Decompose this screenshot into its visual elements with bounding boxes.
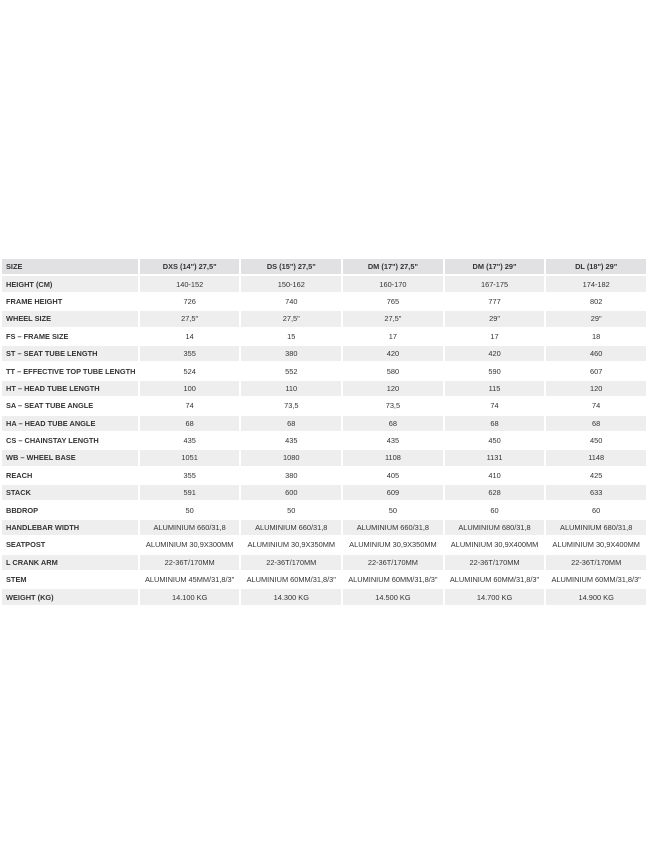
table-cell: 22-36T/170MM	[445, 554, 545, 571]
table-cell: 174-182	[546, 275, 646, 292]
table-cell: 1108	[343, 449, 443, 466]
row-label: HA – HEAD TUBE ANGLE	[2, 415, 138, 432]
table-cell: 765	[343, 293, 443, 310]
table-cell: 74	[445, 397, 545, 414]
table-cell: 73,5	[343, 397, 443, 414]
table-cell: 68	[343, 415, 443, 432]
table-cell: 380	[241, 467, 341, 484]
header-dxs-27-5: DXS (14") 27,5"	[140, 258, 240, 275]
table-cell: 17	[343, 328, 443, 345]
table-cell: 420	[343, 345, 443, 362]
table-cell: 777	[445, 293, 545, 310]
table-cell: 802	[546, 293, 646, 310]
table-cell: 100	[140, 380, 240, 397]
row-label: HT – HEAD TUBE LENGTH	[2, 380, 138, 397]
table-cell: 50	[343, 501, 443, 518]
table-cell: 1051	[140, 449, 240, 466]
table-cell: 607	[546, 362, 646, 379]
header-dm-27-5: DM (17") 27,5"	[343, 258, 443, 275]
table-cell: ALUMINIUM 60MM/31,8/3"	[445, 571, 545, 588]
table-cell: 524	[140, 362, 240, 379]
header-ds-27-5: DS (15") 27,5"	[241, 258, 341, 275]
table-cell: 60	[546, 501, 646, 518]
table-cell: 380	[241, 345, 341, 362]
table-cell: 405	[343, 467, 443, 484]
table-cell: 435	[343, 432, 443, 449]
table-cell: ALUMINIUM 60MM/31,8/3"	[546, 571, 646, 588]
table-cell: 150-162	[241, 275, 341, 292]
table-cell: 27,5"	[140, 310, 240, 327]
table-row	[2, 536, 646, 553]
table-cell: 435	[241, 432, 341, 449]
table-row	[2, 293, 646, 310]
table-cell: 425	[546, 467, 646, 484]
table-cell: 110	[241, 380, 341, 397]
row-label: HEIGHT (CM)	[2, 275, 138, 292]
table-cell: 726	[140, 293, 240, 310]
row-label: WB – WHEEL BASE	[2, 449, 138, 466]
table-cell: 50	[241, 501, 341, 518]
table-cell: ALUMINIUM 30,9X350MM	[343, 536, 443, 553]
table-cell: 22-36T/170MM	[140, 554, 240, 571]
table-cell: ALUMINIUM 30,9X300MM	[140, 536, 240, 553]
table-cell: ALUMINIUM 30,9X400MM	[445, 536, 545, 553]
header-dm-29: DM (17") 29"	[445, 258, 545, 275]
row-label: BBDROP	[2, 501, 138, 518]
row-label: SA – SEAT TUBE ANGLE	[2, 397, 138, 414]
table-cell: 355	[140, 345, 240, 362]
table-cell: 552	[241, 362, 341, 379]
row-label: FRAME HEIGHT	[2, 293, 138, 310]
table-cell: ALUMINIUM 30,9X350MM	[241, 536, 341, 553]
table-cell: 68	[546, 415, 646, 432]
table-row	[2, 588, 646, 605]
table-cell: 14	[140, 328, 240, 345]
table-row	[2, 501, 646, 518]
table-cell: 68	[445, 415, 545, 432]
table-cell: 600	[241, 484, 341, 501]
table-cell: 1131	[445, 449, 545, 466]
table-row	[2, 362, 646, 379]
table-cell: 22-36T/170MM	[241, 554, 341, 571]
table-row	[2, 328, 646, 345]
table-header-row	[2, 258, 646, 275]
row-label: WHEEL SIZE	[2, 310, 138, 327]
table-cell: 591	[140, 484, 240, 501]
table-row	[2, 415, 646, 432]
table-row	[2, 571, 646, 588]
table-cell: 740	[241, 293, 341, 310]
table-cell: 27,5"	[343, 310, 443, 327]
table-cell: 460	[546, 345, 646, 362]
table-cell: 74	[546, 397, 646, 414]
row-label: WEIGHT (KG)	[2, 588, 138, 605]
table-body	[2, 275, 646, 605]
table-cell: 50	[140, 501, 240, 518]
table-cell: ALUMINIUM 45MM/31,8/3"	[140, 571, 240, 588]
table-cell: 18	[546, 328, 646, 345]
table-cell: 633	[546, 484, 646, 501]
table-cell: 14.700 KG	[445, 588, 545, 605]
table-cell: 167-175	[445, 275, 545, 292]
row-label: CS – CHAINSTAY LENGTH	[2, 432, 138, 449]
row-label: FS – FRAME SIZE	[2, 328, 138, 345]
table-cell: ALUMINIUM 660/31,8	[241, 519, 341, 536]
table-cell: 450	[445, 432, 545, 449]
table-cell: 580	[343, 362, 443, 379]
table-row	[2, 519, 646, 536]
table-row	[2, 380, 646, 397]
table-cell: 1080	[241, 449, 341, 466]
table-cell: 120	[546, 380, 646, 397]
table-cell: 74	[140, 397, 240, 414]
table-cell: 628	[445, 484, 545, 501]
table-cell: 120	[343, 380, 443, 397]
row-label: STACK	[2, 484, 138, 501]
table-row	[2, 484, 646, 501]
row-label: L CRANK ARM	[2, 554, 138, 571]
table-row	[2, 467, 646, 484]
table-cell: 590	[445, 362, 545, 379]
table-cell: 450	[546, 432, 646, 449]
table-cell: ALUMINIUM 680/31,8	[445, 519, 545, 536]
table-row	[2, 554, 646, 571]
table-cell: 435	[140, 432, 240, 449]
table-cell: ALUMINIUM 660/31,8	[343, 519, 443, 536]
table-cell: 14.500 KG	[343, 588, 443, 605]
row-label: SEATPOST	[2, 536, 138, 553]
geometry-table	[0, 258, 648, 606]
table-cell: 115	[445, 380, 545, 397]
table-cell: 160-170	[343, 275, 443, 292]
table-cell: 410	[445, 467, 545, 484]
row-label: ST – SEAT TUBE LENGTH	[2, 345, 138, 362]
table-cell: ALUMINIUM 660/31,8	[140, 519, 240, 536]
table-cell: ALUMINIUM 30,9X400MM	[546, 536, 646, 553]
table-cell: 15	[241, 328, 341, 345]
row-label: HANDLEBAR WIDTH	[2, 519, 138, 536]
table-cell: 140-152	[140, 275, 240, 292]
table-cell: 73,5	[241, 397, 341, 414]
table-row	[2, 449, 646, 466]
table-cell: 14.300 KG	[241, 588, 341, 605]
table-row	[2, 397, 646, 414]
table-cell: 14.100 KG	[140, 588, 240, 605]
table-cell: 29"	[546, 310, 646, 327]
table-cell: ALUMINIUM 60MM/31,8/3"	[343, 571, 443, 588]
row-label: STEM	[2, 571, 138, 588]
table-cell: 22-36T/170MM	[343, 554, 443, 571]
header-dl-29: DL (18") 29"	[546, 258, 646, 275]
header-size: SIZE	[2, 258, 138, 275]
table-cell: 68	[241, 415, 341, 432]
table-row	[2, 432, 646, 449]
table-cell: 29"	[445, 310, 545, 327]
table-cell: 27,5"	[241, 310, 341, 327]
table-cell: 355	[140, 467, 240, 484]
table-cell: 14.900 KG	[546, 588, 646, 605]
table-cell: 17	[445, 328, 545, 345]
table-cell: 68	[140, 415, 240, 432]
table-cell: 609	[343, 484, 443, 501]
table-cell: 1148	[546, 449, 646, 466]
table-cell: 420	[445, 345, 545, 362]
table-cell: ALUMINIUM 60MM/31,8/3"	[241, 571, 341, 588]
table-row	[2, 310, 646, 327]
row-label: TT – EFFECTIVE TOP TUBE LENGTH	[2, 362, 138, 379]
table-cell: ALUMINIUM 680/31,8	[546, 519, 646, 536]
table-cell: 22-36T/170MM	[546, 554, 646, 571]
table-row	[2, 345, 646, 362]
table-row	[2, 275, 646, 292]
table-cell: 60	[445, 501, 545, 518]
row-label: REACH	[2, 467, 138, 484]
